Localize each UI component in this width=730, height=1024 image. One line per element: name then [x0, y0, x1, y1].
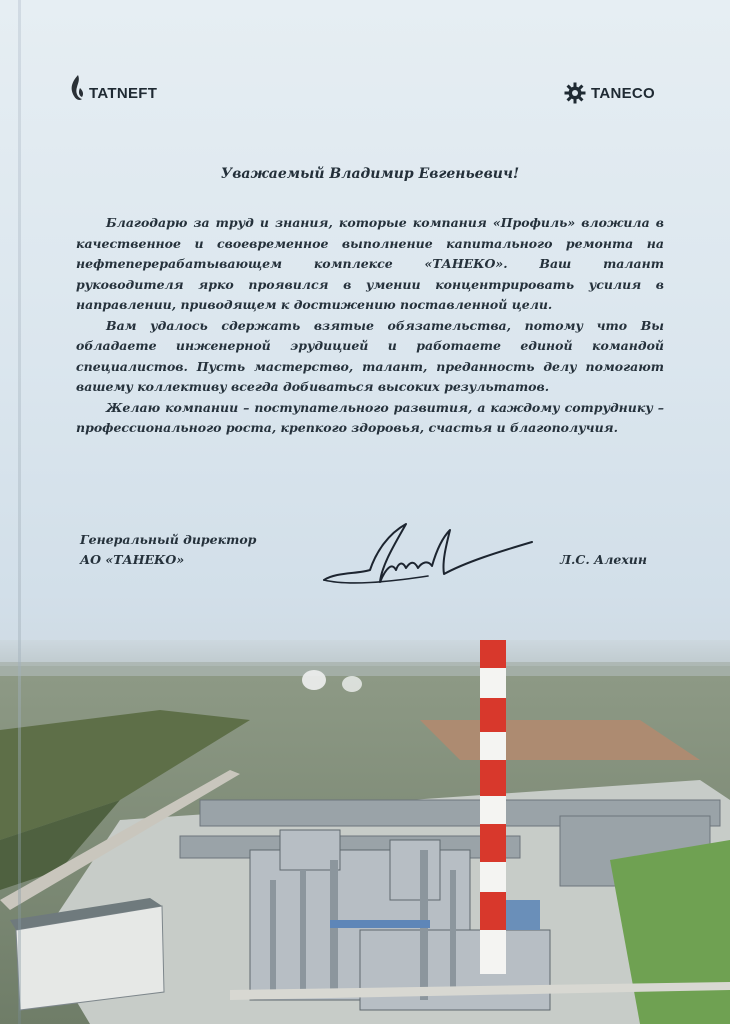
gear-icon [564, 82, 586, 104]
paragraph: Желаю компании – поступательного развития, а каждому сотруднику – профессионального роста, крепкого здоровья, счастья и благополучия. [76, 399, 664, 435]
tatneft-logo [68, 74, 157, 104]
taneco-logo-text: TANECO [591, 84, 656, 102]
signatory-position [80, 530, 256, 570]
letter-body [76, 166, 664, 439]
handwritten-signature [318, 512, 538, 592]
position-line: Генеральный директор [80, 532, 257, 547]
paragraph: Благодарю за труд и знания, которые компания «Профиль» вложила в качественное и своевременное выполнение капитального ремонта на нефтеперерабатывающем комплексе «ТАНЕКО». Ваш талант руководителя ярко проявился в умении концентрировать усилия в направлении, приводящем к достижению поставленной цели. [76, 215, 664, 312]
refinery-photo [0, 640, 730, 1024]
taneco-logo [564, 82, 655, 104]
signatory-name: Л.С. Алехин [560, 552, 647, 567]
paragraph: Вам удалось сдержать взятые обязательства, потому что Вы обладаете инженерной эрудицией и работаете единой командой специалистов. Пусть мастерство, талант, преданность делу помогают вашему коллективу всегда добиваться высоких результатов. [76, 317, 664, 394]
company-line: АО «ТАНЕКО» [80, 552, 185, 567]
flame-icon [68, 74, 86, 104]
tatneft-logo-text: TATNEFT [89, 84, 158, 102]
greeting: Уважаемый Владимир Евгеньевич! [220, 166, 520, 182]
chimney [478, 640, 508, 974]
